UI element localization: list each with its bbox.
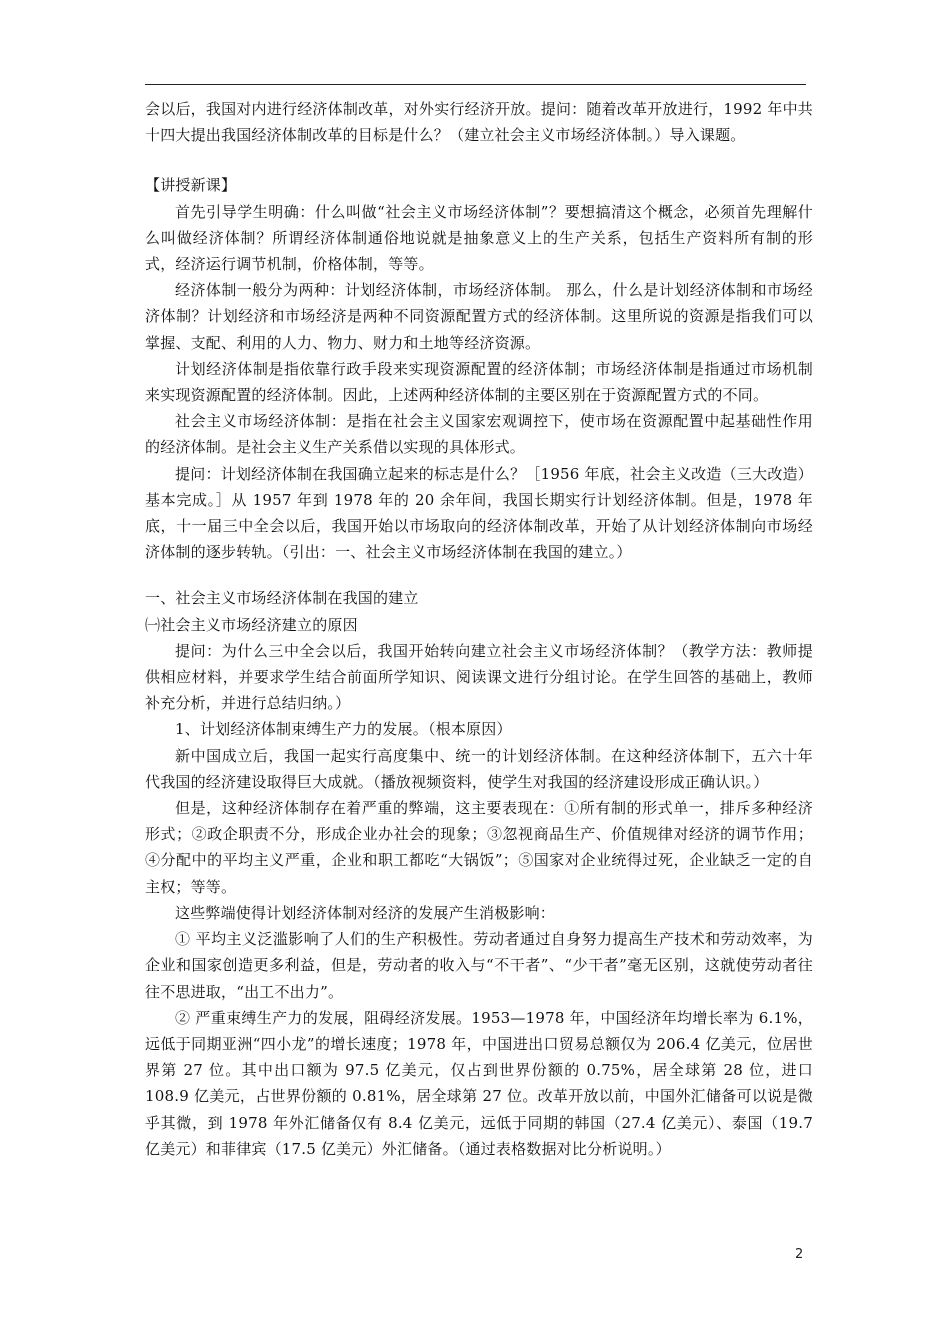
intro-paragraph: 会以后，我国对内进行经济体制改革，对外实行经济开放。提问：随着改革开放进行，1992 年中共十四大提出我国经济体制改革的目标是什么？（建立社会主义市场经济体制。）导入课题。	[145, 100, 813, 145]
paragraph-negative-effects: 这些弊端使得计划经济体制对经济的发展产生消极影响：	[175, 903, 556, 922]
paragraph-planned-vs-market: 计划经济体制是指依靠行政手段来实现资源配置的经济体制；市场经济体制是指通过市场机制来实现资源配置的经济体制。因此，上述两种经济体制的主要区别在于资源配置方式的不同。	[145, 359, 813, 405]
point-one-heading: 1、计划经济体制束缚生产力的发展。（根本原因）	[175, 720, 512, 739]
paragraph-question-history: 提问：计划经济体制在我国确立起来的标志是什么？［1956 年底，社会主义改造（三大改造）基本完成。］从 1957 年到 1978 年的 20 余年间，我国长期实行计划经济体制。但是，1978 年底，十一届三中全会以后，我国开始以市场取向的经济体制改革，开始了从计划经济体制向市场经济体制的逐步转轨。（引出：一、社会主义市场经济体制在我国的建立。）	[145, 464, 813, 562]
paragraph-two-systems: 经济体制一般分为两种：计划经济体制，市场经济体制。 那么，什么是计划经济体制和市场经济体制？计划经济和市场经济是两种不同资源配置方式的经济体制。这里所说的资源是指我们可以掌握、支配、利用的人力、物力、财力和土地等经济资源。	[145, 281, 813, 352]
paragraph-effect-two: ② 严重束缚生产力的发展，阻碍经济发展。1953—1978 年，中国经济年均增长率为 6.1%，远低于同期亚洲“四小龙”的增长速度；1978 年，中国进出口贸易总额仅为 206.4 亿美元，位居世界第 27 位。其中出口额为 97.5 亿美元，仅占到世界份额的 0.75%，居全球第 28 位，进口 108.9 亿美元，占世界份额的 0.81%，居全球第 27 位。改革开放以前，中国外汇储备可以说是微乎其微，到 1978 年外汇储备仅有 8.4 亿美元，远低于同期的韩国（27.4 亿美元）、泰国（19.7 亿美元）和菲律宾（17.5 亿美元）外汇储备。（通过表格数据对比分析说明。）	[145, 1008, 813, 1158]
section-heading-new-lesson: 【讲授新课】	[145, 176, 237, 195]
paragraph-drawbacks: 但是，这种经济体制存在着严重的弊端，这主要表现在：①所有制的形式单一，排斥多种经济形式；②政企职责不分，形成企业办社会的现象；③忽视商品生产、价值规律对经济的调节作用；④分配中的平均主义严重，企业和职工都吃“大锅饭”；⑤国家对企业统得过死，企业缺乏一定的自主权；等等。	[145, 799, 813, 896]
paragraph-question-why: 提问：为什么三中全会以后，我国开始转向建立社会主义市场经济体制？（教学方法：教师提供相应材料，并要求学生结合前面所学知识、阅读课文进行分组讨论。在学生回答的基础上，教师补充分析，并进行总结归纳。）	[145, 641, 813, 713]
subheading-reasons: ㈠社会主义市场经济建立的原因	[145, 615, 358, 634]
paragraph-definition: 首先引导学生明确：什么叫做“社会主义市场经济体制”？要想搞清这个概念，必须首先理解什么叫做经济体制？所谓经济体制通俗地说就是抽象意义上的生产关系，包括生产资料所有制的形式，经济运行调节机制，价格体制，等等。	[145, 202, 813, 274]
paragraph-early-achievements: 新中国成立后，我国一起实行高度集中、统一的计划经济体制。在这种经济体制下，五六十年代我国的经济建设取得巨大成就。（播放视频资料，使学生对我国的经济建设形成正确认识。）	[145, 746, 813, 791]
paragraph-socialist-market: 社会主义市场经济体制：是指在社会主义国家宏观调控下，使市场在资源配置中起基础性作用的经济体制。是社会主义生产关系借以实现的具体形式。	[145, 412, 813, 457]
document-body	[145, 96, 813, 1162]
paragraph-effect-one: ① 平均主义泛滥影响了人们的生产积极性。劳动者通过自身努力提高生产技术和劳动效率，为企业和国家创造更多利益，但是，劳动者的收入与“不干者”、“少干者”毫无区别，这就使劳动者往往不思进取，“出工不出力”。	[145, 930, 813, 1001]
header-rule	[145, 84, 806, 85]
heading-part-one: 一、社会主义市场经济体制在我国的建立	[145, 589, 419, 608]
page-number: 2	[795, 1247, 804, 1262]
